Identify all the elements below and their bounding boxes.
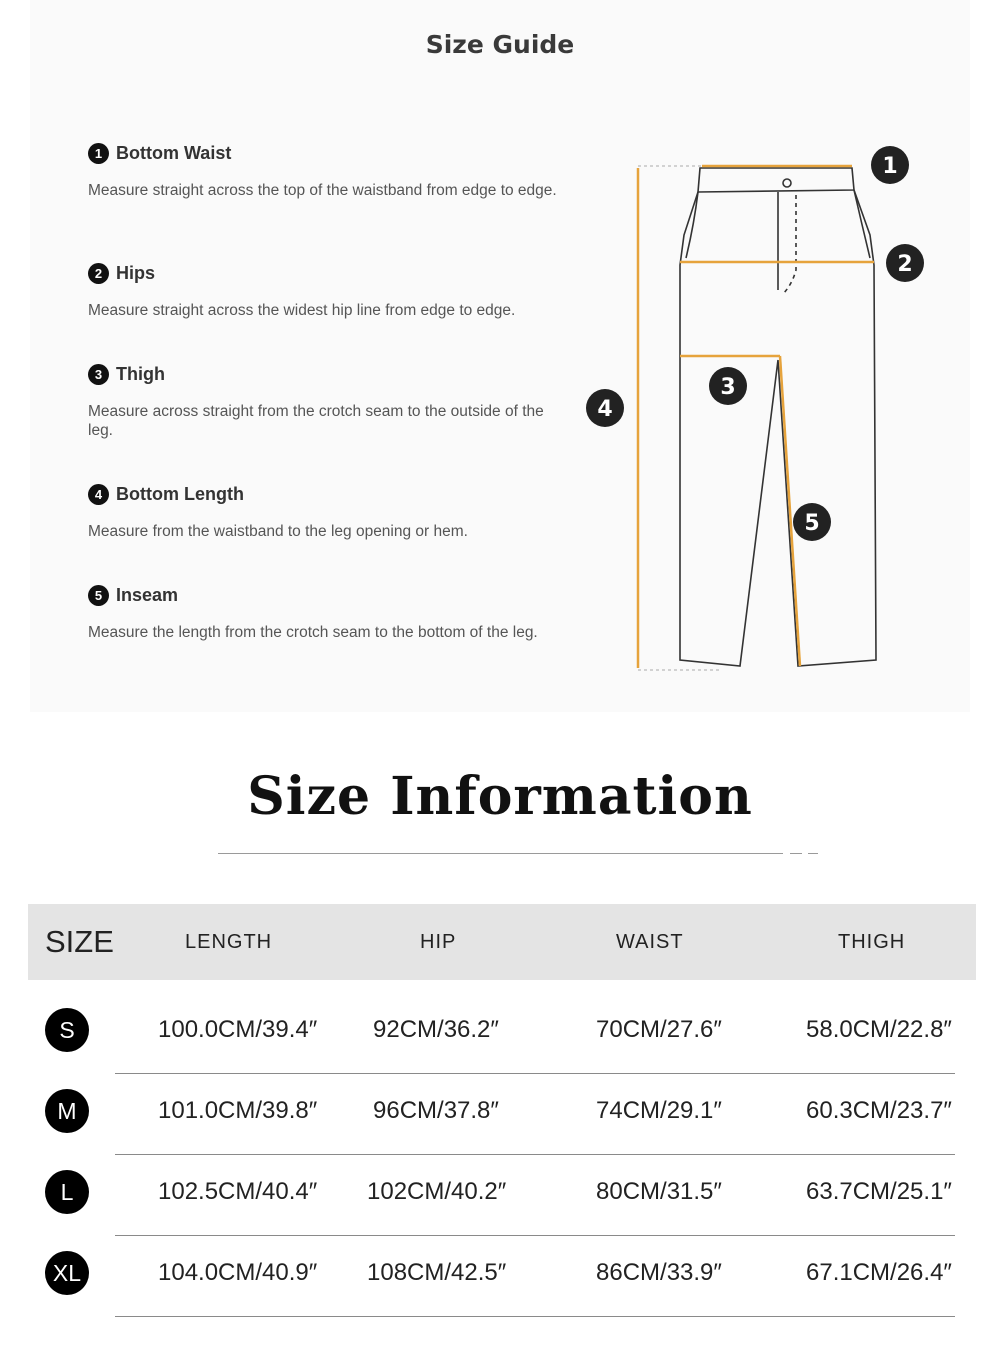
- svg-text:3: 3: [720, 375, 736, 400]
- table-row: [0, 1236, 1000, 1317]
- header-hip: HIP: [420, 930, 457, 953]
- pants-diagram: [580, 140, 940, 700]
- svg-text:2: 2: [897, 252, 913, 277]
- cell-thigh: 58.0CM/22.8″: [806, 1016, 952, 1043]
- cell-length: 100.0CM/39.4″: [158, 1016, 318, 1043]
- cell-thigh: 63.7CM/25.1″: [806, 1178, 952, 1205]
- diagram-marker-1: [871, 146, 909, 184]
- header-size: SIZE: [45, 924, 114, 959]
- cell-length: 102.5CM/40.4″: [158, 1178, 318, 1205]
- number-badge: 3: [88, 364, 109, 385]
- cell-waist: 74CM/29.1″: [596, 1097, 722, 1124]
- guide-item-thigh: [88, 364, 558, 440]
- cell-waist: 70CM/27.6″: [596, 1016, 722, 1043]
- cell-hip: 108CM/42.5″: [367, 1259, 507, 1286]
- title-divider: [218, 853, 783, 854]
- guide-item-bottom-length: [88, 484, 558, 541]
- guide-item-title: Bottom Waist: [116, 143, 232, 163]
- number-badge: 2: [88, 263, 109, 284]
- svg-text:5: 5: [804, 511, 820, 536]
- size-guide-title: Size Guide: [425, 30, 575, 59]
- divider-dash: [790, 853, 802, 854]
- header-waist: WAIST: [616, 930, 684, 953]
- size-badge: L: [45, 1170, 89, 1214]
- guide-item-description: Measure across straight from the crotch seam to the outside of the leg.: [88, 403, 544, 439]
- guide-item-description: Measure straight across the widest hip line from edge to edge.: [88, 302, 516, 319]
- guide-item-hips: [88, 263, 558, 320]
- diagram-marker-3: [709, 367, 747, 405]
- guide-item-description: Measure from the waistband to the leg opening or hem.: [88, 523, 468, 540]
- cell-length: 104.0CM/40.9″: [158, 1259, 318, 1286]
- cell-hip: 102CM/40.2″: [367, 1178, 507, 1205]
- row-divider: [115, 1316, 955, 1317]
- cell-waist: 86CM/33.9″: [596, 1259, 722, 1286]
- guide-dots: [638, 166, 720, 670]
- number-badge: 5: [88, 585, 109, 606]
- header-length: LENGTH: [185, 930, 273, 953]
- measurement-lines: [638, 166, 874, 668]
- table-row: [0, 1074, 1000, 1155]
- cell-waist: 80CM/31.5″: [596, 1178, 722, 1205]
- size-badge: XL: [45, 1251, 89, 1295]
- svg-text:1: 1: [882, 154, 898, 179]
- guide-item-title: Bottom Length: [116, 484, 244, 504]
- diagram-marker-5: [793, 503, 831, 541]
- guide-item-title: Thigh: [116, 364, 165, 384]
- header-thigh: THIGH: [838, 930, 906, 953]
- size-badge: S: [45, 1008, 89, 1052]
- cell-length: 101.0CM/39.8″: [158, 1097, 318, 1124]
- divider-dash: [808, 853, 818, 854]
- cell-thigh: 67.1CM/26.4″: [806, 1259, 952, 1286]
- svg-text:4: 4: [597, 397, 613, 422]
- size-information-title: Size Information: [247, 766, 753, 827]
- diagram-marker-2: [886, 244, 924, 282]
- guide-item-inseam: [88, 585, 558, 642]
- pants-outline: [680, 168, 876, 666]
- guide-item-description: Measure straight across the top of the waistband from edge to edge.: [88, 182, 557, 199]
- number-badge: 4: [88, 484, 109, 505]
- table-row: [0, 1155, 1000, 1236]
- size-guide-panel: [30, 0, 970, 712]
- number-badge: 1: [88, 143, 109, 164]
- cell-thigh: 60.3CM/23.7″: [806, 1097, 952, 1124]
- table-row: [0, 993, 1000, 1074]
- guide-item-description: Measure the length from the crotch seam to the bottom of the leg.: [88, 624, 538, 641]
- guide-item-title: Inseam: [116, 585, 179, 605]
- cell-hip: 96CM/37.8″: [373, 1097, 499, 1124]
- diagram-marker-4: [586, 389, 624, 427]
- guide-item-title: Hips: [116, 263, 156, 283]
- cell-hip: 92CM/36.2″: [373, 1016, 499, 1043]
- guide-item-bottom-waist: [88, 143, 558, 200]
- size-badge: M: [45, 1089, 89, 1133]
- table-header: [28, 904, 976, 980]
